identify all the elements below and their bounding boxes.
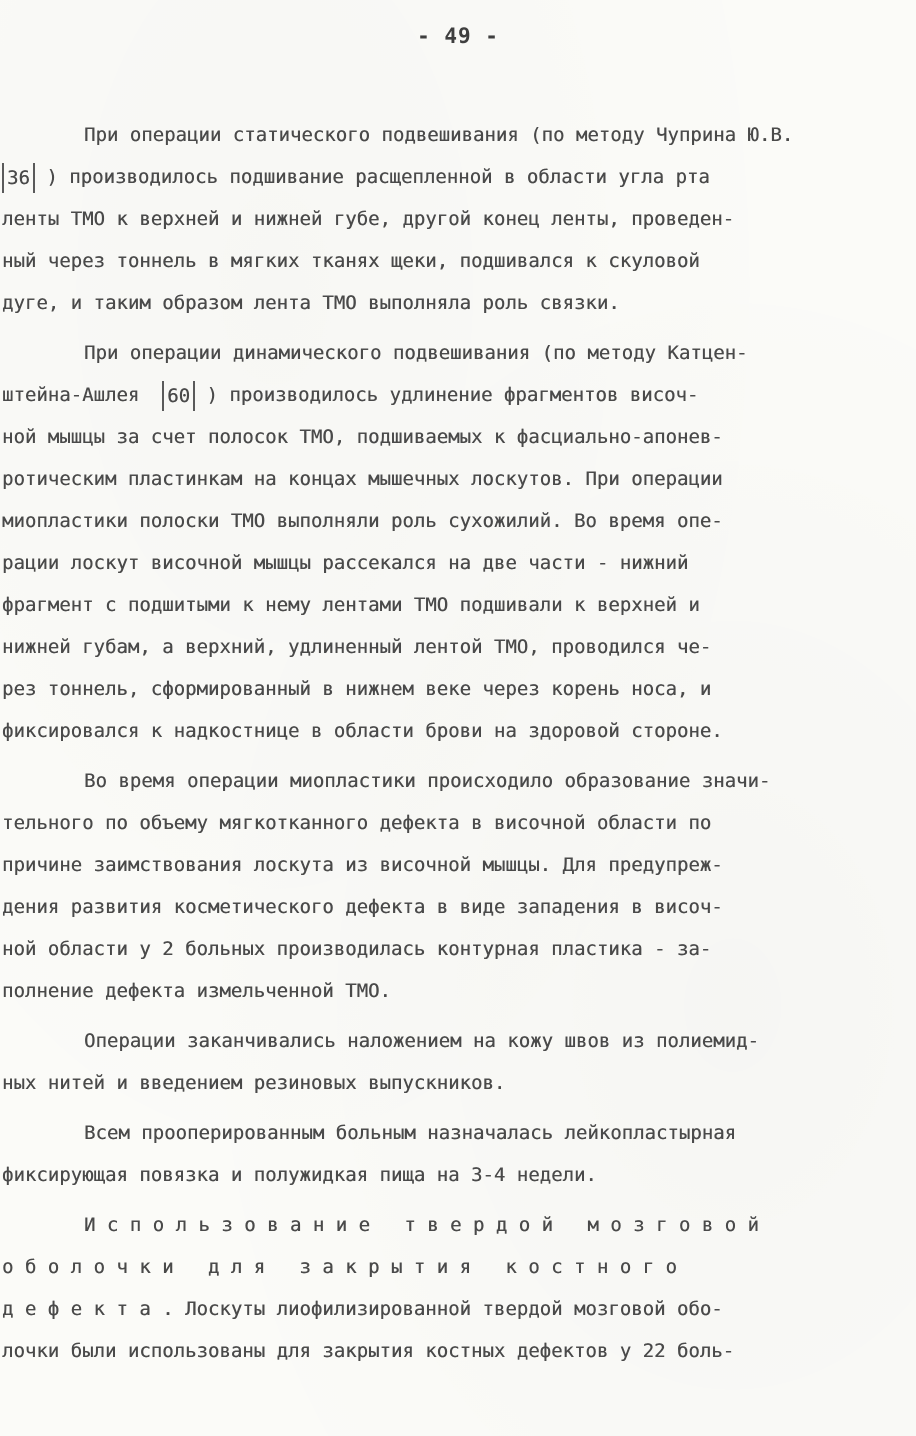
text-line: рации лоскут височной мышцы рассекался на две части - нижний	[2, 552, 689, 574]
citation-reference: 60	[162, 381, 195, 411]
text-line: ных нитей и введением резиновых выпускников.	[2, 1072, 506, 1094]
text-line: д е ф е к т а . Лоскуты лиофилизированной твердой мозговой обо-	[2, 1298, 723, 1320]
text-line: фиксирующая повязка и полужидкая пища на 3-4 недели.	[2, 1164, 597, 1186]
section-heading-line: о б о л о ч к и д л я з а к р ы т и я к о с т н о г о	[2, 1256, 677, 1278]
section-heading-line: И с п о л ь з о в а н и е т в е р д о й м о з г о в о й	[84, 1214, 759, 1236]
body-text	[2, 114, 874, 1380]
text-line: ной мышцы за счет полосок ТМО, подшиваемых к фасциально-апонев-	[2, 426, 723, 448]
text-line: фиксировался к надкостнице в области брови на здоровой стороне.	[2, 720, 723, 742]
text-line: При операции динамического подвешивания (по методу Катцен-	[84, 342, 748, 364]
text-line: ленты ТМО к верхней и нижней губе, другой конец ленты, проведен-	[2, 208, 735, 230]
text-line: 36 ) производилось подшивание расщепленной в области угла рта	[2, 156, 874, 198]
text-line: миопластики полоски ТМО выполняли роль сухожилий. Во время опе-	[2, 510, 723, 532]
paragraph-static-suspension	[2, 114, 874, 324]
paragraph-soft-tissue-defect	[2, 760, 874, 1012]
text-line: полнение дефекта измельченной ТМО.	[2, 980, 391, 1002]
text-line: фрагмент с подшитыми к нему лентами ТМО подшивали к верхней и	[2, 594, 700, 616]
text-line: рез тоннель, сформированный в нижнем веке через корень носа, и	[2, 678, 712, 700]
text-line: дения развития косметического дефекта в виде западения в височ-	[2, 896, 723, 918]
paragraph-sutures	[2, 1020, 874, 1104]
citation-reference: 36	[2, 163, 35, 193]
paragraph-bone-defect	[2, 1204, 874, 1372]
text-line: При операции статического подвешивания (по методу Чуприна Ю.В.	[84, 124, 794, 146]
paragraph-dynamic-suspension	[2, 332, 874, 752]
text-line: ротическим пластинкам на концах мышечных лоскутов. При операции	[2, 468, 723, 490]
text-line: тельного по объему мягкотканного дефекта в височной области по	[2, 812, 712, 834]
paragraph-postoperative	[2, 1112, 874, 1196]
page-number: - 49 -	[417, 24, 499, 48]
text-line: Во время операции миопластики происходило образование значи-	[84, 770, 771, 792]
text-line: Операции заканчивались наложением на кожу швов из полиемид-	[84, 1030, 759, 1052]
text-line: нижней губам, а верхний, удлиненный лентой ТМО, проводился че-	[2, 636, 712, 658]
text-line: дуге, и таким образом лента ТМО выполняла роль связки.	[2, 292, 620, 314]
text-line: лочки были использованы для закрытия костных дефектов у 22 боль-	[2, 1340, 735, 1362]
text-line: Всем прооперированным больным назначалась лейкопластырная	[84, 1122, 737, 1144]
text-line: ной области у 2 больных производилась контурная пластика - за-	[2, 938, 712, 960]
text-line: штейна-Ашлея 60 ) производилось удлинение фрагментов височ-	[2, 374, 874, 416]
text-line: ный через тоннель в мягких тканях щеки, подшивался к скуловой	[2, 250, 700, 272]
text-line: причине заимствования лоскута из височной мышцы. Для предупреж-	[2, 854, 723, 876]
